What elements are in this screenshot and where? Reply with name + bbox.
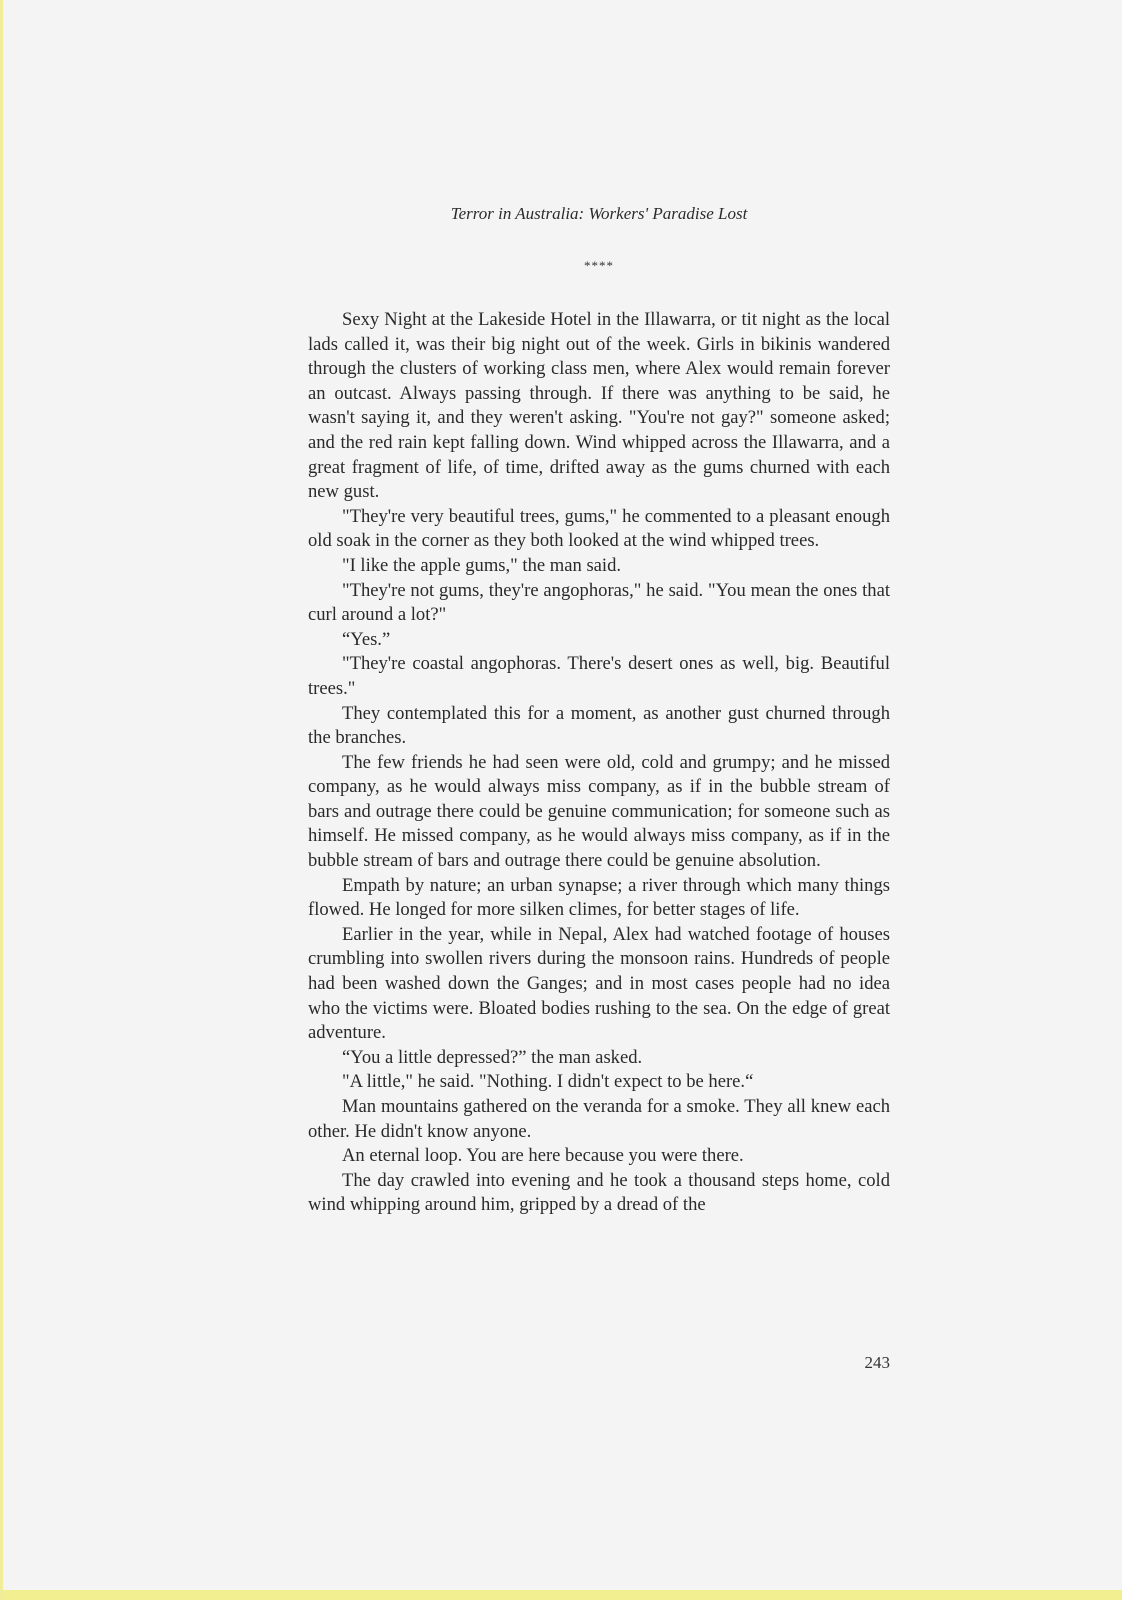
paragraph: "They're not gums, they're angophoras," he said. "You mean the ones that curl around a lot?" bbox=[308, 579, 890, 626]
paper-edge-left bbox=[0, 0, 3, 1600]
paragraph: "A little," he said. "Nothing. I didn't expect to be here.“ bbox=[342, 1071, 754, 1093]
paragraph: Sexy Night at the Lakeside Hotel in the Illawarra, or tit night as the local lads called it, was their big night out of the week. Girls in bikinis wandered through the clusters of working class men, where Alex would remain forever an outcast. Always passing through. If there was anything to be said, he wasn't saying it, and they weren't asking. "You're not gay?" someone asked; and the red rain kept falling down. Wind whipped across the Illawarra, and a great fragment of life, of time, drifted away as the gums churned with each new gust. bbox=[308, 309, 890, 503]
paragraph: Man mountains gathered on the veranda for a smoke. They all knew each other. He didn't know anyone. bbox=[308, 1096, 890, 1142]
paragraph: They contemplated this for a moment, as another gust churned through the branches. bbox=[308, 702, 890, 749]
paragraph: “Yes.” bbox=[342, 628, 391, 650]
section-separator: **** bbox=[584, 258, 614, 273]
paragraph: The day crawled into evening and he took a thousand steps home, cold wind whipping around him, gripped by a dread of the bbox=[308, 1169, 890, 1216]
paragraph: Empath by nature; an urban synapse; a river through which many things flowed. He longed for more silken climes, for better stages of life. bbox=[308, 874, 890, 921]
running-title: Terror in Australia: Workers' Paradise Lost bbox=[450, 204, 748, 223]
page-number: 243 bbox=[864, 1353, 890, 1372]
paragraph: An eternal loop. You are here because you were there. bbox=[342, 1145, 744, 1167]
paragraph: "They're coastal angophoras. There's desert ones as well, big. Beautiful trees." bbox=[308, 653, 890, 699]
paragraph: The few friends he had seen were old, cold and grumpy; and he missed company, as he would always miss company, as if in the bubble stream of bars and outrage there could be genuine communication; for someone such as himself. He missed company, as he would always miss company, as if in the bubble stream of bars and outrage there could be genuine absolution. bbox=[308, 751, 890, 872]
paper-edge-bottom bbox=[0, 1590, 1122, 1600]
body-text bbox=[308, 308, 890, 1218]
paragraph: “You a little depressed?” the man asked. bbox=[342, 1046, 643, 1068]
paragraph: "They're very beautiful trees, gums," he commented to a pleasant enough old soak in the corner as they both looked at the wind whipped trees. bbox=[308, 505, 890, 552]
paragraph: "I like the apple gums," the man said. bbox=[342, 554, 622, 576]
paragraph: Earlier in the year, while in Nepal, Alex had watched footage of houses crumbling into swollen rivers during the monsoon rains. Hundreds of people had been washed down the Ganges; and in most cases people had no idea who the victims were. Bloated bodies rushing to the sea. On the edge of great adventure. bbox=[308, 923, 890, 1044]
